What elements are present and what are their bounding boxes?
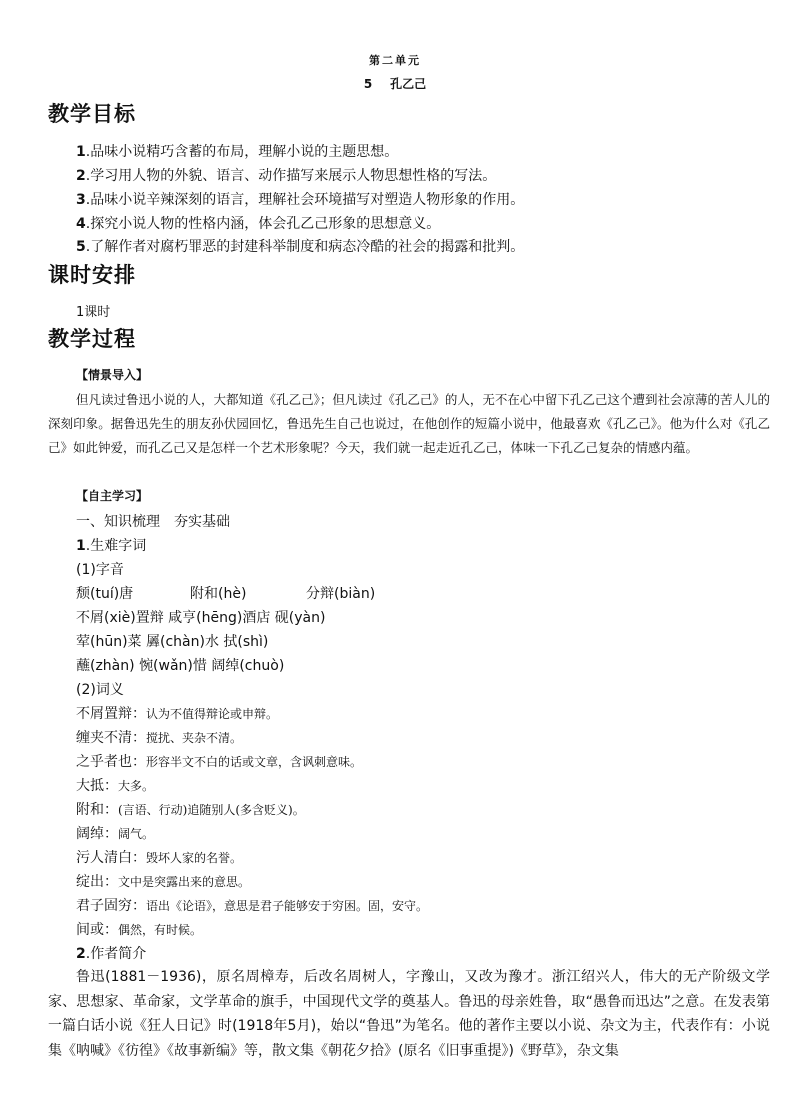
meaning-item: 君子固穷：语出《论语》，意思是君子能够安于穷困。固，安守。 — [76, 898, 429, 914]
meaning-item: 污人清白：毁坏人家的名誉。 — [76, 850, 243, 866]
goal-item-4: 4.探究小说人物的性格内涵，体会孔乙己形象的思想意义。 — [76, 216, 441, 232]
meaning-item: 间或：偶然，有时候。 — [76, 922, 203, 938]
intro-label: 【情景导入】 — [76, 368, 149, 382]
meaning-item: 阔绰：阔气。 — [76, 826, 155, 842]
subsection-vocab: 1.生难字词 — [76, 538, 147, 554]
pron-row-1: 颓(tuí)唐 附和(hè) 分辩(biàn) — [76, 586, 376, 602]
goal-item-3: 3.品味小说辛辣深刻的语言，理解社会环境描写对塑造人物形象的作用。 — [76, 192, 525, 208]
pron-row-3: 荤(hūn)菜 羼(chàn)水 拭(shì) — [76, 634, 269, 650]
meaning-item: 附和：(言语、行动)追随别人(多含贬义)。 — [76, 802, 305, 818]
meaning-item: 大抵：大多。 — [76, 778, 155, 794]
lesson-title — [0, 75, 790, 92]
subsection-author: 2.作者简介 — [76, 946, 147, 962]
goal-item-5: 5.了解作者对腐朽罪恶的封建科举制度和病态冷酷的社会的揭露和批判。 — [76, 239, 525, 255]
meaning-item: 之乎者也：形容半文不白的话或文章，含讽刺意味。 — [76, 754, 363, 770]
pron-row-2: 不屑(xiè)置辩 咸亨(hēng)酒店 砚(yàn) — [76, 610, 326, 626]
section-1-title: 一、知识梳理 夯实基础 — [76, 514, 230, 530]
goal-item-1: 1.品味小说精巧含蓄的布局，理解小说的主题思想。 — [76, 144, 399, 160]
self-study-label: 【自主学习】 — [76, 489, 149, 503]
schedule-text: 1课时 — [76, 305, 111, 320]
meaning-label: (2)词义 — [76, 682, 124, 698]
pron-row-4: 蘸(zhàn) 惋(wǎn)惜 阔绰(chuò) — [76, 658, 285, 674]
unit-title: 第二单元 — [369, 54, 421, 67]
lesson-name: 孔乙己 — [390, 77, 427, 91]
lesson-number: 5 — [363, 77, 373, 91]
pronunciation-label: (1)字音 — [76, 562, 124, 578]
intro-paragraph: 但凡读过鲁迅小说的人，大都知道《孔乙己》；但凡读过《孔乙己》的人，无不在心中留下孔乙己这个遭到社会凉薄的苦人儿的深刻印象。据鲁迅先生的朋友孙伏园回忆，鲁迅先生自己也说过，在他创作的短篇小说中，他最喜欢《孔乙己》。他为什么对《孔乙己》如此钟爱，而孔乙己又是怎样一个艺术形象呢？今天，我们就一起走近孔乙己，体味一下孔乙己复杂的情感内蕴。 — [48, 392, 770, 455]
meaning-item: 不屑置辩：认为不值得辩论或申辩。 — [76, 706, 279, 722]
goal-item-2: 2.学习用人物的外貌、语言、动作描写来展示人物思想性格的写法。 — [76, 168, 497, 184]
goals-heading: 教学目标 — [48, 102, 136, 126]
process-heading: 教学过程 — [48, 327, 136, 351]
meaning-item: 绽出：文中是突露出来的意思。 — [76, 874, 251, 890]
schedule-heading: 课时安排 — [48, 263, 136, 287]
author-paragraph: 鲁迅(1881－1936)，原名周樟寿，后改名周树人，字豫山，又改为豫才。浙江绍兴人，伟大的无产阶级文学家、思想家、革命家，文学革命的旗手，中国现代文学的奠基人。鲁迅的母亲姓鲁，取“愚鲁而迅达”之意。在发表第一篇白话小说《狂人日记》时(1918年5月)，始以“鲁迅”为笔名。他的著作主要以小说、杂文为主，代表作有：小说集《呐喊》《彷徨》《故事新编》等，散文集《朝花夕拾》(原名《旧事重提》)《野草》，杂文集 — [48, 969, 770, 1059]
meaning-item: 缠夹不清：搅扰、夹杂不清。 — [76, 730, 243, 746]
